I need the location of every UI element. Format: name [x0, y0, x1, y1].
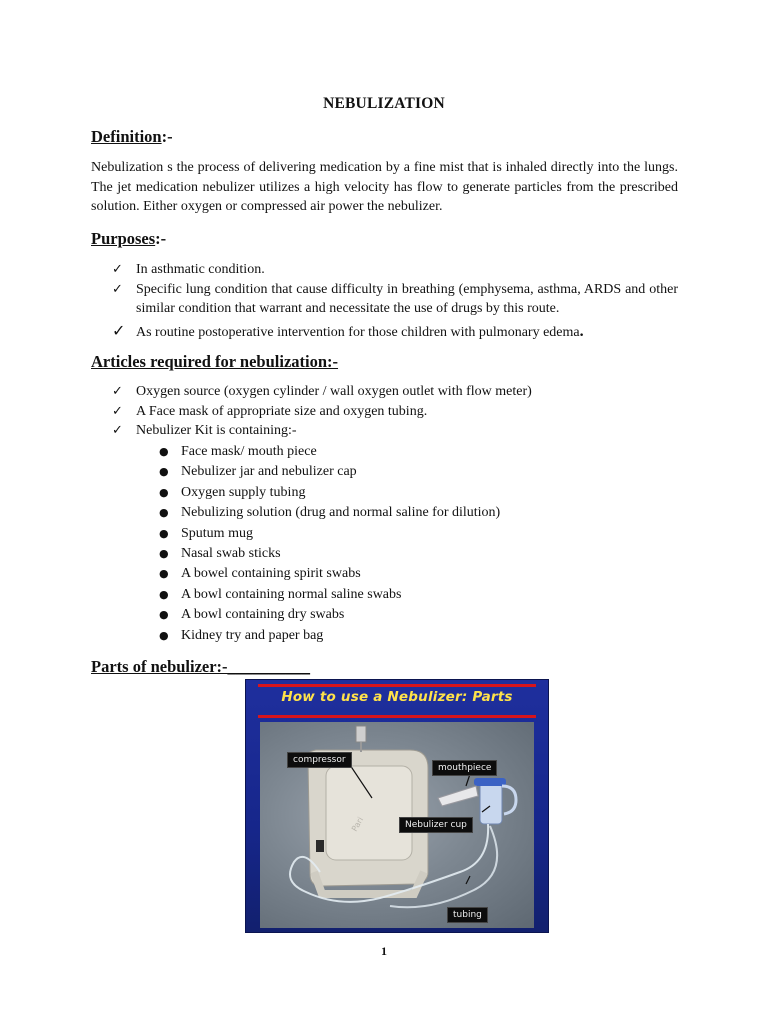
kit-item: ● Sputum mug: [157, 524, 500, 544]
articles-heading: [91, 352, 338, 372]
checkmark-icon: ✓: [112, 423, 123, 438]
bullet-icon: ●: [159, 506, 169, 520]
mouthpiece-label: mouthpiece: [432, 760, 497, 776]
svg-text:Pari: Pari: [349, 815, 366, 833]
kit-item: ● Nebulizer jar and nebulizer cap: [157, 462, 500, 482]
bullet-icon: ●: [159, 465, 169, 479]
bullet-icon: ●: [159, 608, 169, 622]
checkmark-icon: ✓: [112, 403, 123, 419]
bullet-icon: ●: [159, 628, 169, 642]
kit-items-list: [157, 442, 500, 646]
figure-title-rule: [258, 715, 536, 718]
purpose-item: ✓ In asthmatic condition.: [112, 260, 678, 280]
tubing-label: tubing: [447, 907, 488, 923]
checkmark-icon: ✓: [112, 281, 123, 297]
kit-item: ● Kidney try and paper bag: [157, 626, 500, 646]
bullet-icon: ●: [159, 485, 169, 499]
purposes-heading-text: Purposes: [91, 229, 156, 248]
kit-item: ● Face mask/ mouth piece: [157, 442, 500, 462]
purpose-item: ✓ As routine postoperative intervention for those children with pulmonary edema.: [112, 320, 584, 340]
checkmark-icon: ✓: [112, 320, 126, 340]
purposes-list: [112, 260, 678, 342]
purpose-item: ✓ Specific lung condition that cause difficulty in breathing (emphysema, asthma, ARDS and other similar condition that warrant and necessitate the use of drugs by this route.: [112, 281, 678, 316]
articles-heading-text: Articles required for nebulization:-: [91, 352, 339, 371]
kit-item: ● Oxygen supply tubing: [157, 483, 500, 503]
figure-top-rule: [258, 684, 536, 687]
document-title: NEBULIZATION: [323, 95, 445, 112]
definition-heading: [91, 127, 173, 147]
definition-paragraph: Nebulization s the process of delivering medication by a fine mist that is inhaled directly into the lungs. The jet medication nebulizer utilizes a high velocity has flow to generate particles from the prescribed solution. Either oxygen or compressed air power the nebulizer.: [91, 160, 678, 214]
definition-heading-text: Definition: [91, 127, 162, 146]
kit-item: ● Nebulizing solution (drug and normal saline for dilution): [157, 503, 500, 523]
page-number: 1: [381, 944, 387, 958]
bullet-icon: ●: [159, 445, 169, 458]
articles-list: [112, 382, 678, 441]
checkmark-icon: ✓: [112, 262, 123, 277]
kit-item: ● Nasal swab sticks: [157, 544, 500, 564]
parts-heading: [91, 657, 310, 677]
bullet-icon: ●: [159, 526, 169, 540]
figure-title: How to use a Nebulizer: Parts: [281, 689, 513, 705]
bullet-icon: ●: [159, 567, 169, 581]
parts-heading-text: Parts of nebulizer:-: [91, 657, 228, 676]
nebulizer-parts-figure: [245, 679, 549, 933]
compressor-label: compressor: [287, 752, 352, 768]
kit-item: ● A bowl containing dry swabs: [157, 605, 500, 625]
kit-item: ● A bowl containing normal saline swabs: [157, 585, 500, 605]
article-item: ✓ Nebulizer Kit is containing:-: [112, 421, 678, 441]
article-item: ✓ A Face mask of appropriate size and oxygen tubing.: [112, 402, 678, 422]
parts-heading-trailing: __________: [227, 657, 311, 676]
bullet-icon: ●: [159, 587, 169, 601]
definition-heading-suffix: :-: [161, 127, 173, 146]
purposes-heading: [91, 229, 166, 249]
checkmark-icon: ✓: [112, 384, 123, 399]
purposes-heading-suffix: :-: [155, 229, 167, 248]
nebulizer-cup-label: Nebulizer cup: [399, 817, 473, 833]
kit-item: ● A bowel containing spirit swabs: [157, 564, 500, 584]
bullet-icon: ●: [159, 547, 169, 561]
article-item: ✓ Oxygen source (oxygen cylinder / wall oxygen outlet with flow meter): [112, 382, 678, 402]
